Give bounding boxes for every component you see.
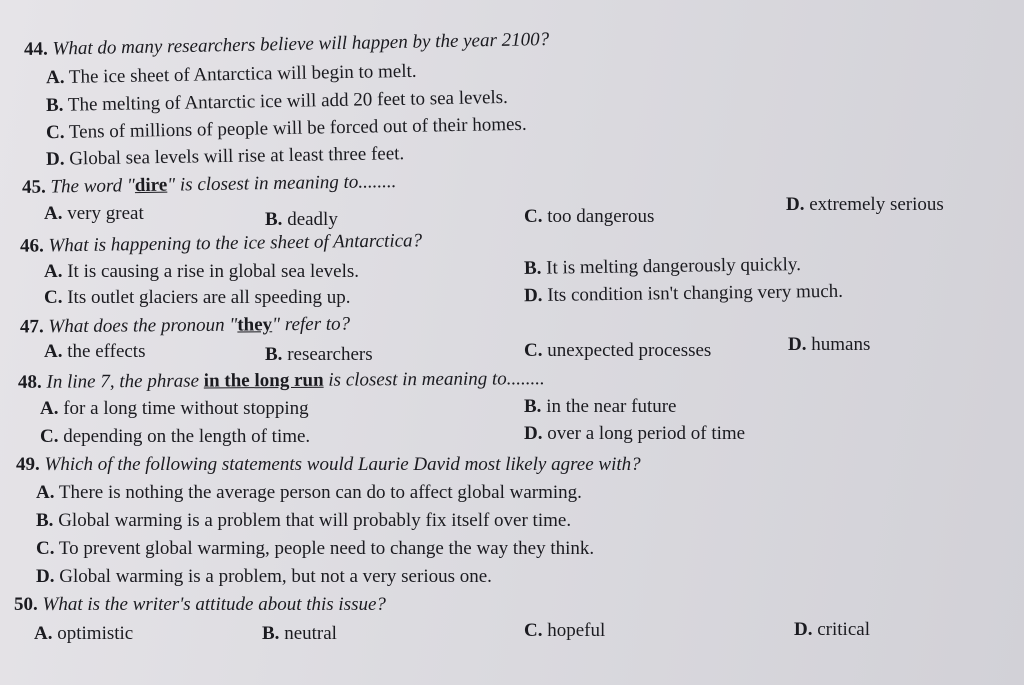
- option-47-c: C. unexpected processes: [524, 340, 712, 361]
- option-46-d: D. Its condition isn't changing very much.: [523, 280, 844, 307]
- question-stem: The word "dire" is closest in meaning to........: [50, 171, 397, 198]
- option-44-b: B. The melting of Antarctic ice will add 20 feet to sea levels.: [45, 86, 509, 117]
- option-45-d: D. extremely serious: [786, 194, 944, 215]
- option-50-d: D. critical: [794, 619, 870, 640]
- question-stem: What do many researchers believe will happen by the year 2100?: [52, 28, 550, 60]
- option-47-d: D. humans: [788, 334, 871, 355]
- option-49-b: B. Global warming is a problem that will probably fix itself over time.: [36, 510, 572, 531]
- option-48-a: A. for a long time without stopping: [40, 398, 309, 419]
- question-50: [14, 594, 386, 616]
- question-stem: What is the writer's attitude about this issue?: [42, 594, 386, 615]
- option-48-b: B. in the near future: [524, 396, 677, 417]
- question-number: 44.: [23, 38, 48, 61]
- option-44-c: C. Tens of millions of people will be forced out of their homes.: [45, 113, 527, 144]
- option-49-c: C. To prevent global warming, people need to change the way they think.: [36, 538, 595, 559]
- option-45-b: B. deadly: [265, 209, 338, 230]
- option-44-d: D. Global sea levels will rise at least three feet.: [45, 143, 405, 170]
- question-number: 48.: [17, 371, 42, 393]
- question-number: 46.: [19, 235, 44, 257]
- option-50-b: B. neutral: [262, 623, 337, 644]
- question-stem: What is happening to the ice sheet of Antarctica?: [48, 230, 423, 257]
- option-45-c: C. too dangerous: [524, 206, 655, 227]
- question-44: [24, 29, 550, 61]
- option-46-a: A. It is causing a rise in global sea levels.: [44, 261, 360, 282]
- option-47-b: B. researchers: [265, 344, 373, 365]
- option-49-d: D. Global warming is a problem, but not a very serious one.: [36, 566, 492, 587]
- option-44-a: A. The ice sheet of Antarctica will begin to melt.: [45, 60, 417, 89]
- question-47: [20, 314, 350, 339]
- option-49-a: A. There is nothing the average person can do to affect global warming.: [36, 482, 582, 503]
- underlined-phrase: in the long run: [203, 369, 324, 392]
- question-stem: What does the pronoun "they" refer to?: [48, 313, 351, 338]
- option-48-c: C. depending on the length of time.: [40, 426, 311, 447]
- option-47-a: A. the effects: [44, 341, 146, 362]
- question-46: [20, 230, 422, 258]
- question-number: 50.: [14, 594, 38, 615]
- option-48-d: D. over a long period of time: [524, 423, 746, 444]
- question-stem: Which of the following statements would Laurie David most likely agree with?: [44, 454, 641, 475]
- option-45-a: A. very great: [44, 203, 144, 224]
- question-48: [18, 368, 545, 394]
- option-46-c: C. Its outlet glaciers are all speeding up.: [44, 287, 351, 308]
- option-50-c: C. hopeful: [524, 620, 606, 641]
- question-49: [16, 454, 641, 476]
- question-45: [22, 171, 397, 199]
- option-50-a: A. optimistic: [34, 623, 134, 644]
- question-stem: In line 7, the phrase in the long run is closest in meaning to........: [46, 368, 545, 393]
- question-number: 45.: [21, 176, 46, 198]
- option-46-b: B. It is melting dangerously quickly.: [523, 254, 802, 279]
- question-number: 47.: [19, 316, 44, 338]
- question-number: 49.: [16, 454, 40, 475]
- underlined-word: they: [237, 314, 273, 336]
- underlined-word: dire: [134, 174, 168, 197]
